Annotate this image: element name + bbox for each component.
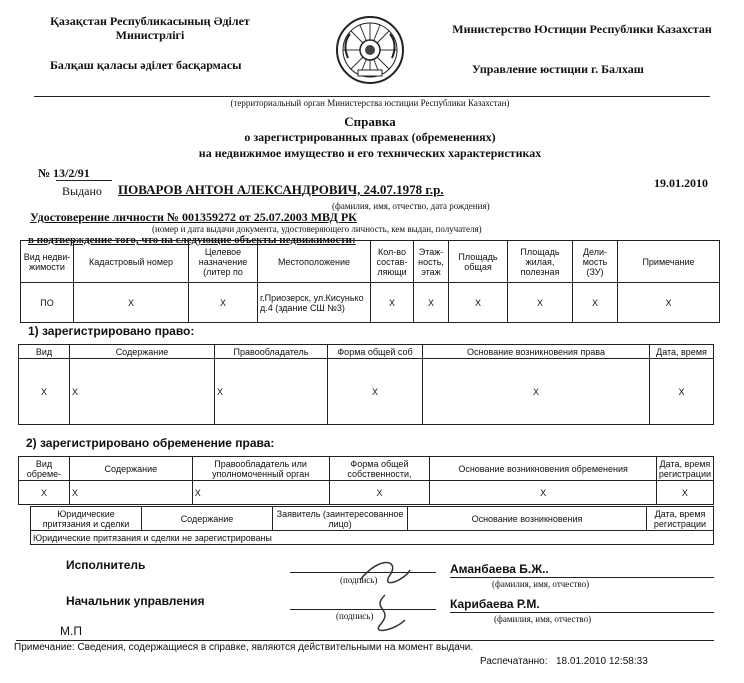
table-header: Правообладатель или уполномоченный орган	[192, 457, 329, 481]
table-header: Заявитель (заинтересованное лицо)	[273, 507, 408, 531]
table-header: Юридические притязания и сделки	[31, 507, 142, 531]
table-header: Вид	[19, 345, 70, 359]
head-sign-hint: (подпись)	[336, 611, 374, 621]
id-document: Удостоверение личности № 001359272 от 25.07.2003 МВД РК	[30, 210, 357, 224]
footer-note: Примечание: Сведения, содержащиеся в справке, являются действительными на момент выдачи.	[14, 642, 474, 653]
table-cell: X	[189, 283, 258, 323]
executor-sign-hint: (подпись)	[340, 575, 378, 585]
table-header: Вид недви-жимости	[21, 241, 74, 283]
table-header: Содержание	[70, 345, 215, 359]
table-cell: X	[414, 283, 449, 323]
table-cell: X	[70, 359, 215, 425]
encumbrance-table	[18, 456, 714, 505]
issued-to: ПОВАРОВ АНТОН АЛЕКСАНДРОВИЧ, 24.07.1978 г.р.	[118, 182, 444, 197]
head-label: Начальник управления	[66, 594, 205, 608]
table-cell: X	[650, 359, 714, 425]
id-hint: (номер и дата выдачи документа, удостоверяющего личность, кем выдан, получателя)	[152, 224, 482, 234]
table-header: Правообладатель	[215, 345, 328, 359]
right-dept-title: Управление юстиции г. Балхаш	[472, 62, 644, 76]
issued-hint: (фамилия, имя, отчество, дата рождения)	[332, 201, 490, 211]
table-header-row	[21, 241, 720, 283]
signature-icon	[350, 550, 430, 640]
table-cell: X	[74, 283, 189, 323]
confirm-text: в подтверждение того, что на следующие объекты недвижимости:	[28, 234, 356, 246]
table-header: Дата, время	[650, 345, 714, 359]
table-cell: X	[508, 283, 573, 323]
table-header: Основание возникновения обременения	[430, 457, 656, 481]
issued-label: Выдано	[62, 184, 102, 198]
claims-table	[30, 506, 714, 545]
doc-title: Справка	[344, 114, 396, 129]
section2-title: 2) зарегистрировано обременение права:	[26, 436, 275, 450]
table-header: Содержание	[142, 507, 273, 531]
table-header-row	[19, 457, 714, 481]
rights-table	[18, 344, 714, 425]
table-header: Площадь жилая, полезная	[508, 241, 573, 283]
table-row	[31, 531, 714, 545]
right-org-title: Министерство Юстиции Республики Казахстан	[452, 22, 712, 36]
executor-label: Исполнитель	[66, 558, 146, 572]
table-cell: X	[656, 481, 713, 505]
table-cell: X	[192, 481, 329, 505]
table-row	[19, 481, 714, 505]
executor-name: Аманбаева Б.Ж..	[450, 562, 549, 576]
table-cell: ПО	[21, 283, 74, 323]
left-org-title: Қазақстан Республикасының Әділет Министрлігі	[50, 14, 250, 42]
table-cell: X	[423, 359, 650, 425]
table-row	[21, 283, 720, 323]
table-header: Площадь общая	[449, 241, 508, 283]
table-header: Форма общей собственности,	[329, 457, 430, 481]
table-cell: X	[329, 481, 430, 505]
table-cell: X	[69, 481, 192, 505]
table-header: Местоположение	[258, 241, 371, 283]
left-dept-title: Балқаш қаласы әділет басқармасы	[50, 58, 242, 72]
territorial-note: (территориальный орган Министерства юстиции Республики Казахстан)	[230, 98, 510, 108]
table-cell: X	[328, 359, 423, 425]
table-header: Примечание	[618, 241, 720, 283]
table-header: Основание возникновения	[408, 507, 647, 531]
table-cell: X	[215, 359, 328, 425]
head-name-hint: (фамилия, имя, отчество)	[494, 614, 592, 624]
table-header: Этаж-ность, этаж	[414, 241, 449, 283]
table-cell: X	[573, 283, 618, 323]
printed-label: Распечатанно:	[480, 656, 548, 667]
doc-date: 19.01.2010	[654, 176, 708, 190]
doc-number: № 13/2/91	[38, 166, 90, 180]
table-header: Дата, время регистрации	[656, 457, 713, 481]
table-header: Целевое назначение (литер по	[189, 241, 258, 283]
table-header: Основание возникновения права	[423, 345, 650, 359]
table-cell: X	[19, 359, 70, 425]
table-header: Дели-мость (ЗУ)	[573, 241, 618, 283]
table-cell: X	[371, 283, 414, 323]
table-row	[19, 359, 714, 425]
table-cell: X	[19, 481, 70, 505]
table-header: Дата, время регистрации	[647, 507, 714, 531]
section1-title: 1) зарегистрировано право:	[28, 324, 195, 338]
table-header-row	[31, 507, 714, 531]
table-header: Кол-во состав-ляющи	[371, 241, 414, 283]
table-header: Форма общей соб	[328, 345, 423, 359]
table-header: Содержание	[69, 457, 192, 481]
doc-subtitle-2: на недвижимое имущество и его технических характеристиках	[198, 146, 542, 160]
table-header: Кадастровый номер	[74, 241, 189, 283]
executor-name-hint: (фамилия, имя, отчество)	[492, 579, 590, 589]
table-cell: X	[449, 283, 508, 323]
seal-label: М.П	[60, 624, 82, 638]
claims-note: Юридические притязания и сделки не зарегистрированы	[31, 531, 714, 545]
state-emblem-icon	[334, 14, 406, 86]
objects-table	[20, 240, 720, 323]
table-cell: X	[430, 481, 656, 505]
doc-subtitle-1: о зарегистрированных правах (обременениях)	[244, 130, 496, 144]
printed-at: 18.01.2010 12:58:33	[556, 656, 648, 667]
head-name: Карибаева Р.М.	[450, 597, 540, 611]
table-header: Вид обреме-	[19, 457, 70, 481]
table-cell: X	[618, 283, 720, 323]
table-cell: г.Приозерск, ул.Кисунько д.4 (здание СШ №3)	[258, 283, 371, 323]
table-header-row	[19, 345, 714, 359]
